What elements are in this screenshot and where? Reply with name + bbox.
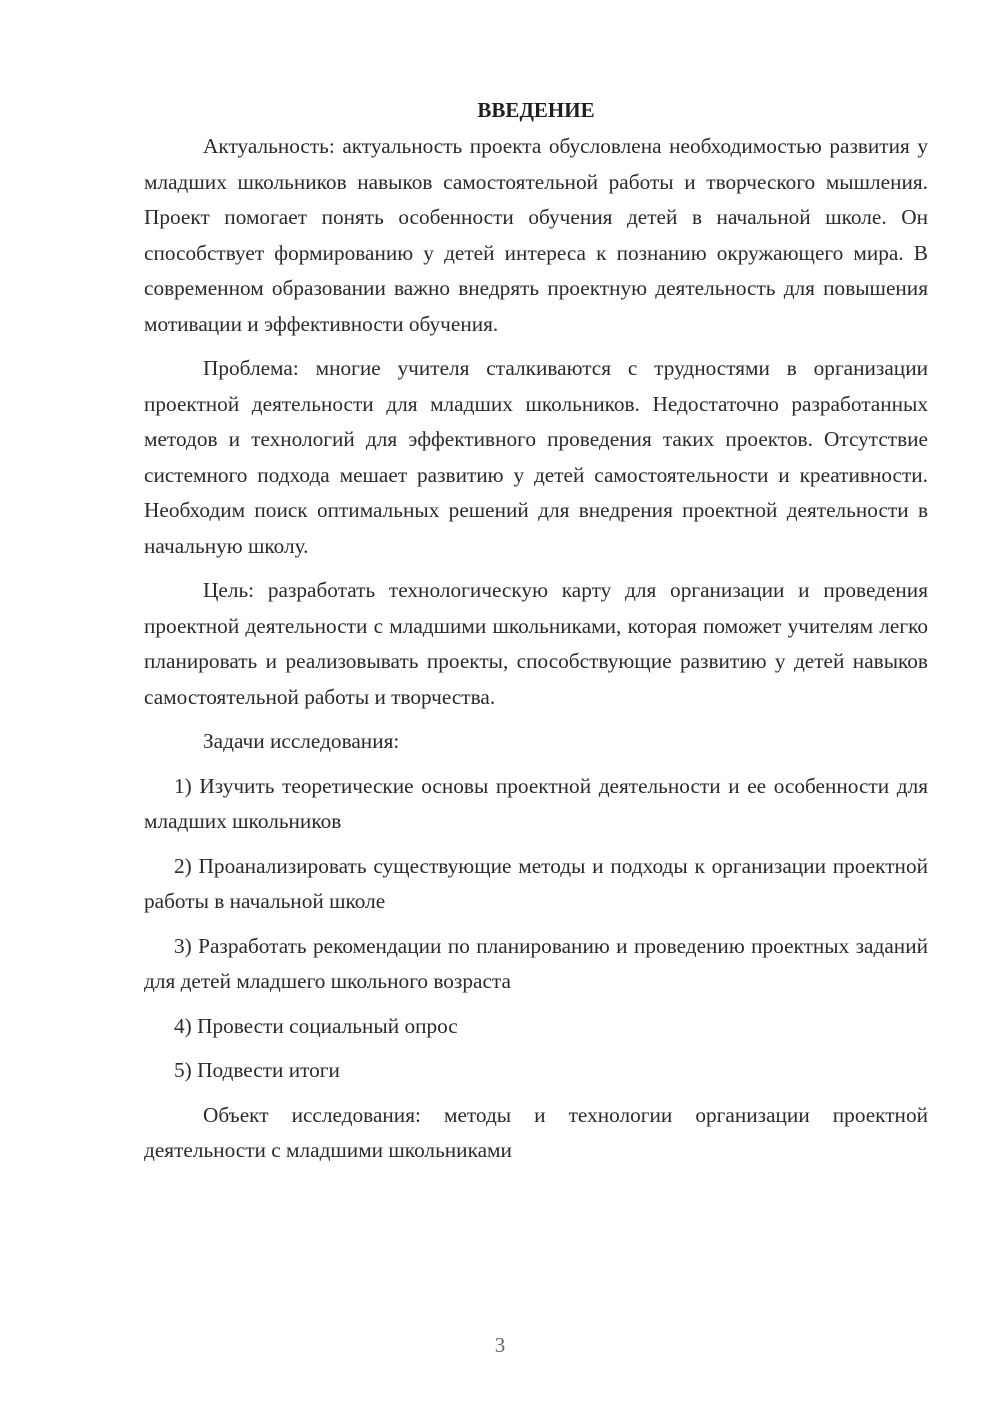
paragraph-tasks-heading: Задачи исследования: [203, 729, 400, 753]
document-page [144, 95, 928, 1178]
paragraph-problem: Проблема: многие учителя сталкиваются с трудностями в организации проектной деятельности для младших школьников. Недостаточно разработанных методов и технологий для эффективного проведения таких проектов. Отсутствие системного подхода мешает развитию у детей самостоятельности и креативности. Необходим поиск оптимальных решений для внедрения проектной деятельности в начальную школу. [144, 356, 928, 558]
section-title: ВВЕДЕНИЕ [477, 98, 595, 122]
paragraph-object: Объект исследования: методы и технологии организации проектной деятельности с младшими школьниками [144, 1102, 928, 1162]
paragraph-goal: Цель: разработать технологическую карту для организации и проведения проектной деятельности с младшими школьниками, которая поможет учителям легко планировать и реализовывать проекты, способствующие развитию у детей навыков самостоятельной работы и творчества. [144, 578, 928, 709]
paragraph-relevance: Актуальность: актуальность проекта обусловлена необходимостью развития у младших школьников навыков самостоятельной работы и творческого мышления. Проект помогает понять особенности обучения детей в начальной школе. Он способствует формированию у детей интереса к познанию окружающего мира. В современном образовании важно внедрять проектную деятельность для повышения мотивации и эффективности обучения. [144, 134, 928, 336]
task-item-3: 3) Разработать рекомендации по планированию и проведению проектных заданий для детей младшего школьного возраста [144, 933, 928, 993]
task-item-4: 4) Провести социальный опрос [174, 1013, 458, 1038]
task-item-5: 5) Подвести итоги [174, 1058, 340, 1082]
task-item-2: 2) Проанализировать существующие методы и подходы к организации проектной работы в начальной школе [144, 853, 928, 913]
page-number: 3 [494, 1333, 506, 1357]
task-item-1: 1) Изучить теоретические основы проектной деятельности и ее особенности для младших школьников [144, 773, 928, 833]
